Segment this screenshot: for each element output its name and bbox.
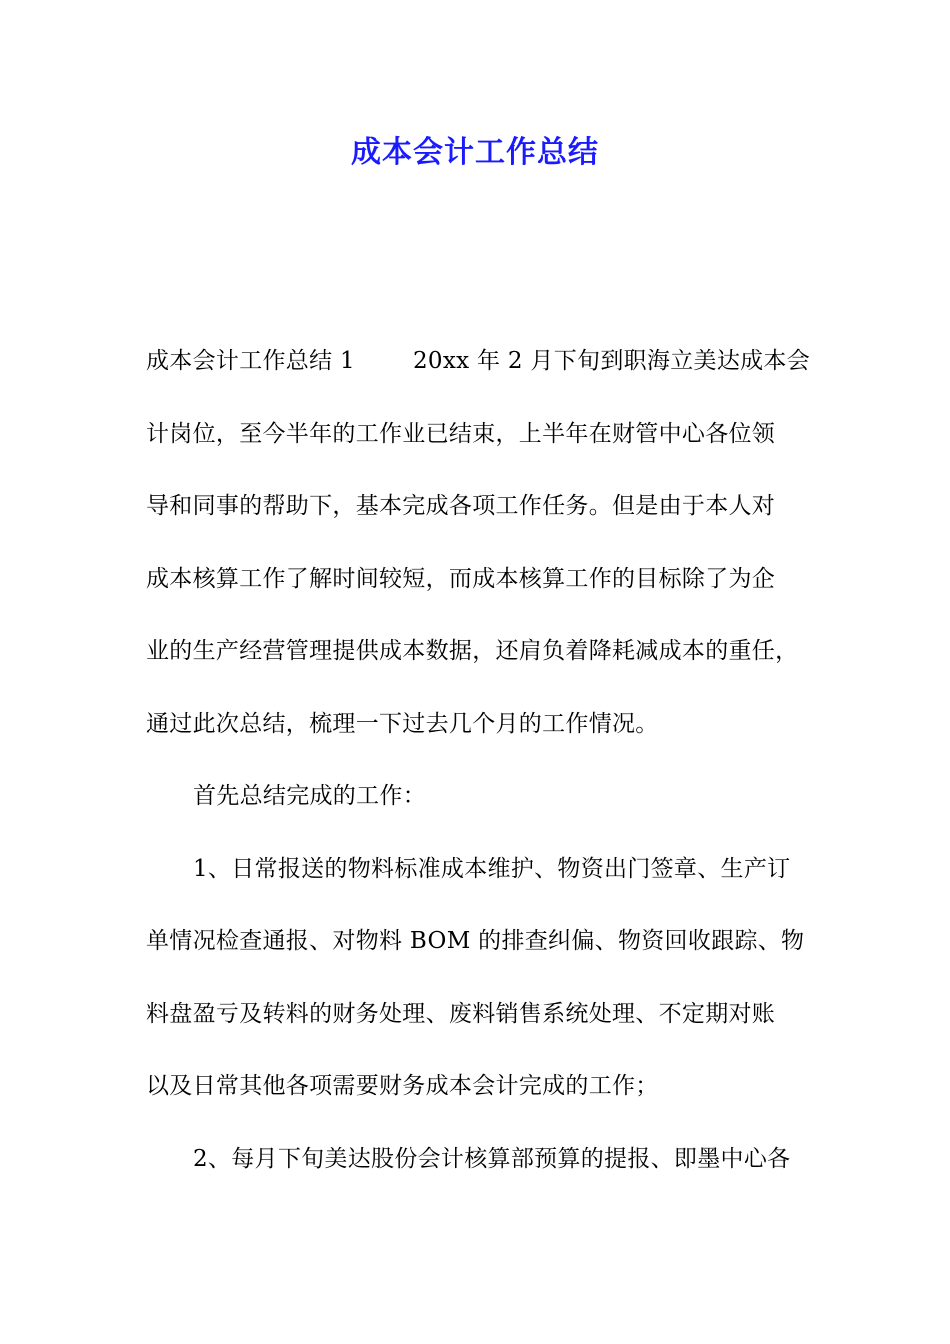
paragraph-line: 1、日常报送的物料标准成本维护、物资出门签章、生产订 [193, 855, 791, 882]
section-heading: 成本会计工作总结 1 [146, 348, 355, 374]
paragraph-line: 2、每月下旬美达股份会计核算部预算的提报、即墨中心各 [193, 1145, 791, 1172]
line-text: 20xx 年 2 月下旬到职海立美达成本会 [412, 348, 811, 374]
paragraph-line: 以及日常其他各项需要财务成本会计完成的工作； [146, 1073, 659, 1099]
document-title: 成本会计工作总结 [351, 135, 599, 170]
paragraph-line: 单情况检查通报、对物料 BOM 的排查纠偏、物资回收跟踪、物 [146, 928, 805, 954]
document-body [146, 336, 812, 1206]
paragraph-line: 导和同事的帮助下，基本完成各项工作任务。但是由于本人对 [146, 493, 776, 519]
paragraph-line: 料盘盈亏及转料的财务处理、废料销售系统处理、不定期对账 [146, 1000, 776, 1027]
paragraph-line [146, 336, 812, 409]
paragraph-line: 计岗位，至今半年的工作业已结束，上半年在财管中心各位领 [146, 420, 776, 447]
paragraph-line: 首先总结完成的工作： [193, 783, 426, 809]
paragraph-line: 成本核算工作了解时间较短，而成本核算工作的目标除了为企 [146, 565, 776, 592]
paragraph-line: 通过此次总结，梳理一下过去几个月的工作情况。 [146, 710, 659, 737]
paragraph-line: 业的生产经营管理提供成本数据，还肩负着降耗减成本的重任， [146, 638, 799, 664]
